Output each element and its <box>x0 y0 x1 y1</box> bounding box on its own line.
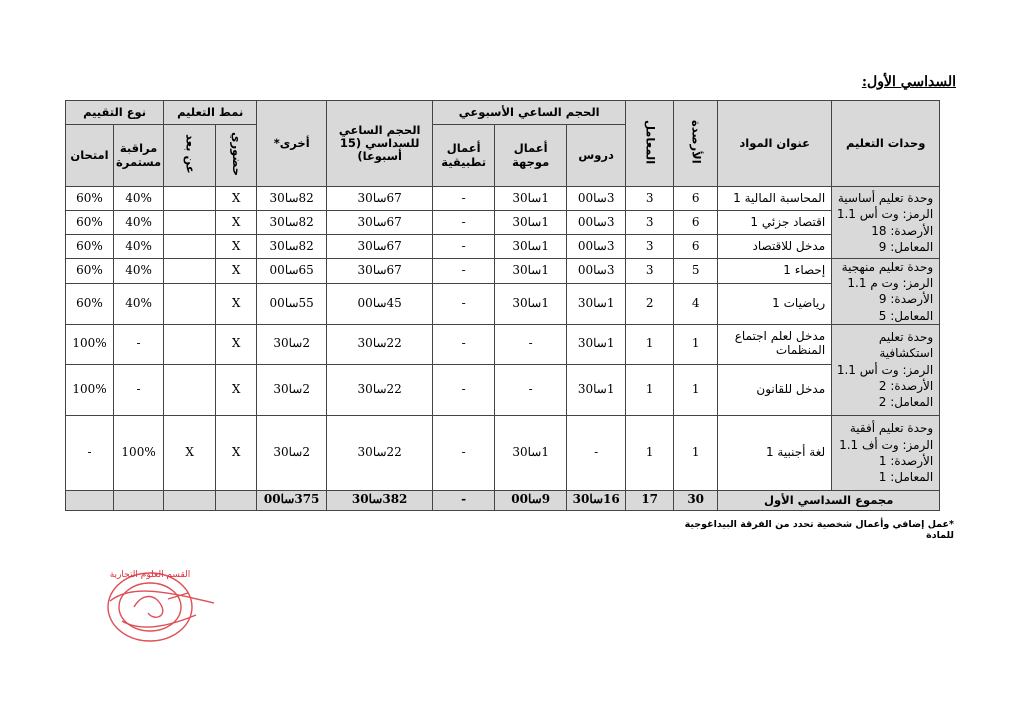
other-value: 2سا30 <box>257 415 327 490</box>
header-subject: عنوان المواد <box>718 101 832 187</box>
coef-value: 1 <box>626 415 674 490</box>
lessons-value: 1سا30 <box>567 324 626 364</box>
distance-mark <box>164 235 216 259</box>
coef-value: 3 <box>626 187 674 211</box>
coef-value: 3 <box>626 211 674 235</box>
header-units: وحدات التعليم <box>832 101 940 187</box>
presential-mark: X <box>216 187 257 211</box>
header-weekly-volume: الحجم الساعي الأسبوعي <box>433 101 626 125</box>
table-row <box>66 187 940 211</box>
distance-mark <box>164 211 216 235</box>
tp-value: - <box>433 259 495 284</box>
total-empty <box>216 490 257 510</box>
tp-value: - <box>433 364 495 415</box>
credits-value: 1 <box>674 364 718 415</box>
total-empty <box>164 490 216 510</box>
subject-name: مدخل لعلم اجتماع المنظمات <box>718 324 832 364</box>
td-value: - <box>495 324 567 364</box>
distance-mark <box>164 187 216 211</box>
credits-value: 1 <box>674 415 718 490</box>
stamp-text: القسم العلوم التجارية <box>109 570 191 580</box>
table-row <box>66 364 940 415</box>
table-row <box>66 259 940 284</box>
other-value: 55سا00 <box>257 283 327 324</box>
header-continuous: مراقبة مستمرة <box>114 125 164 187</box>
subject-name: لغة أجنبية 1 <box>718 415 832 490</box>
tp-value: - <box>433 415 495 490</box>
continuous-value: - <box>114 324 164 364</box>
curriculum-table <box>65 100 940 511</box>
exam-value: 60% <box>66 283 114 324</box>
distance-mark <box>164 324 216 364</box>
credits-value: 6 <box>674 211 718 235</box>
tp-value: - <box>433 324 495 364</box>
presential-mark: X <box>216 364 257 415</box>
table-row <box>66 211 940 235</box>
coef-value: 3 <box>626 235 674 259</box>
total-other: 375سا00 <box>257 490 327 510</box>
header-lessons: دروس <box>567 125 626 187</box>
subject-name: مدخل للاقتصاد <box>718 235 832 259</box>
total-tp: - <box>433 490 495 510</box>
unit-cell: وحدة تعليم أساسية الرمز: وت أس 1.1 الأرصدة: 18 المعامل: 9 <box>832 187 940 259</box>
subject-name: رياضيات 1 <box>718 283 832 324</box>
continuous-value: - <box>114 364 164 415</box>
semester-value: 22سا30 <box>327 415 433 490</box>
tp-value: - <box>433 187 495 211</box>
lessons-value: 3سا00 <box>567 187 626 211</box>
td-value: - <box>495 364 567 415</box>
header-credits: الأرصدة <box>674 101 718 187</box>
header-evaluation: نوع التقييم <box>66 101 164 125</box>
presential-mark: X <box>216 259 257 284</box>
table-row <box>66 235 940 259</box>
other-value: 82سا30 <box>257 187 327 211</box>
total-semester: 382سا30 <box>327 490 433 510</box>
total-lessons: 16سا30 <box>567 490 626 510</box>
semester-value: 67سا30 <box>327 235 433 259</box>
exam-value: - <box>66 415 114 490</box>
coef-value: 3 <box>626 259 674 284</box>
presential-mark: X <box>216 415 257 490</box>
exam-value: 60% <box>66 211 114 235</box>
exam-value: 100% <box>66 364 114 415</box>
presential-mark: X <box>216 324 257 364</box>
header-teaching-mode: نمط التعليم <box>164 101 257 125</box>
td-value: 1سا30 <box>495 283 567 324</box>
other-value: 82سا30 <box>257 235 327 259</box>
presential-mark: X <box>216 283 257 324</box>
distance-mark <box>164 283 216 324</box>
table-row <box>66 324 940 364</box>
unit-cell: وحدة تعليم استكشافية الرمز: وت أس 1.1 الأرصدة: 2 المعامل: 2 <box>832 324 940 415</box>
credits-value: 4 <box>674 283 718 324</box>
semester-value: 22سا30 <box>327 364 433 415</box>
subject-name: مدخل للقانون <box>718 364 832 415</box>
unit-cell: وحدة تعليم أفقية الرمز: وت أف 1.1 الأرصدة: 1 المعامل: 1 <box>832 415 940 490</box>
lessons-value: 3سا00 <box>567 211 626 235</box>
other-value: 65سا00 <box>257 259 327 284</box>
semester-value: 67سا30 <box>327 211 433 235</box>
table-row <box>66 283 940 324</box>
exam-value: 100% <box>66 324 114 364</box>
distance-mark <box>164 364 216 415</box>
header-exam: امتحان <box>66 125 114 187</box>
total-row <box>66 490 940 510</box>
td-value: 1سا30 <box>495 259 567 284</box>
department-stamp <box>92 563 222 653</box>
subject-name: إحصاء 1 <box>718 259 832 284</box>
distance-mark <box>164 259 216 284</box>
semester-value: 67سا30 <box>327 259 433 284</box>
total-label: مجموع السداسي الأول <box>718 490 940 510</box>
coef-value: 2 <box>626 283 674 324</box>
continuous-value: 40% <box>114 283 164 324</box>
lessons-value: 3سا00 <box>567 259 626 284</box>
total-empty <box>114 490 164 510</box>
header-distance: عن بعد <box>164 125 216 187</box>
header-coefficient: المعامل <box>626 101 674 187</box>
exam-value: 60% <box>66 235 114 259</box>
continuous-value: 40% <box>114 187 164 211</box>
semester-title: السداسي الأول: <box>861 74 956 90</box>
semester-value: 67سا30 <box>327 187 433 211</box>
other-value: 2سا30 <box>257 324 327 364</box>
tp-value: - <box>433 283 495 324</box>
td-value: 1سا30 <box>495 235 567 259</box>
coef-value: 1 <box>626 324 674 364</box>
credits-value: 5 <box>674 259 718 284</box>
td-value: 1سا30 <box>495 211 567 235</box>
lessons-value: 3سا00 <box>567 235 626 259</box>
subject-name: اقتصاد جزئي 1 <box>718 211 832 235</box>
header-semester-volume: الحجم الساعي للسداسي (15 أسبوعا) <box>327 101 433 187</box>
exam-value: 60% <box>66 259 114 284</box>
credits-value: 6 <box>674 235 718 259</box>
continuous-value: 40% <box>114 259 164 284</box>
other-value: 2سا30 <box>257 364 327 415</box>
continuous-value: 100% <box>114 415 164 490</box>
header-other: أخرى* <box>257 101 327 187</box>
header-practical-work: أعمال تطبيقية <box>433 125 495 187</box>
tp-value: - <box>433 235 495 259</box>
credits-value: 6 <box>674 187 718 211</box>
lessons-value: 1سا30 <box>567 364 626 415</box>
semester-value: 22سا30 <box>327 324 433 364</box>
td-value: 1سا30 <box>495 415 567 490</box>
continuous-value: 40% <box>114 211 164 235</box>
semester-value: 45سا00 <box>327 283 433 324</box>
unit-cell: وحدة تعليم منهجية الرمز: وت م 1.1 الأرصدة: 9 المعامل: 5 <box>832 259 940 325</box>
total-td: 9سا00 <box>495 490 567 510</box>
subject-name: المحاسبة المالية 1 <box>718 187 832 211</box>
header-directed-work: أعمال موجهة <box>495 125 567 187</box>
distance-mark: X <box>164 415 216 490</box>
lessons-value: 1سا30 <box>567 283 626 324</box>
exam-value: 60% <box>66 187 114 211</box>
header-presential: حضوري <box>216 125 257 187</box>
footnote: *عمل إضافي وأعمال شخصية تحدد من الفرقة البيداغوجية للمادة <box>684 519 954 541</box>
td-value: 1سا30 <box>495 187 567 211</box>
total-empty <box>66 490 114 510</box>
lessons-value: - <box>567 415 626 490</box>
tp-value: - <box>433 211 495 235</box>
total-credits: 30 <box>674 490 718 510</box>
table-row <box>66 415 940 490</box>
continuous-value: 40% <box>114 235 164 259</box>
credits-value: 1 <box>674 324 718 364</box>
presential-mark: X <box>216 235 257 259</box>
total-coef: 17 <box>626 490 674 510</box>
presential-mark: X <box>216 211 257 235</box>
other-value: 82سا30 <box>257 211 327 235</box>
coef-value: 1 <box>626 364 674 415</box>
